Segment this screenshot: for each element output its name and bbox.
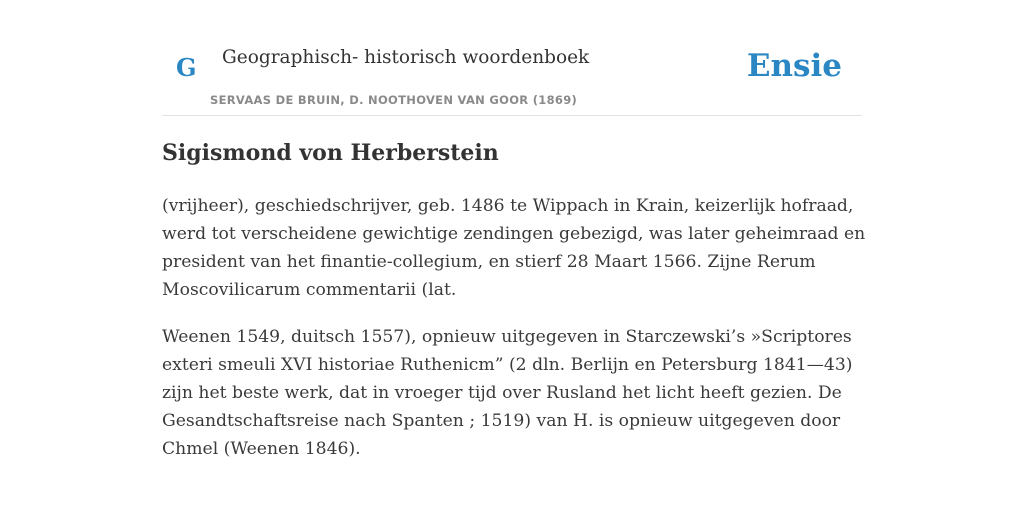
page-container [162, 0, 866, 512]
book-authors: SERVAAS DE BRUIN, D. NOOTHOVEN VAN GOOR (1869) [210, 93, 578, 107]
entry-body [162, 192, 866, 482]
book-title-link[interactable]: Geographisch- historisch woordenboek [222, 47, 590, 68]
book-initial-icon[interactable]: G [176, 53, 197, 82]
ensie-logo-link[interactable]: Ensie [746, 48, 842, 84]
entry-paragraph: Weenen 1549, duitsch 1557), opnieuw uitgegeven in Starczewski’s »Scriptores exteri smeuli XVI historiae Ruthenicm” (2 dln. Berlijn en Petersburg 1841—43) zijn het beste werk, dat in vroeger tijd over Rusland het licht heeft gezien. De Gesandtschaftsreise nach Spanten ; 1519) van H. is opnieuw uitgegeven door Chmel (Weenen 1846). [162, 327, 853, 459]
book-header [162, 0, 862, 116]
entry-paragraph: (vrijheer), geschiedschrijver, geb. 1486 te Wippach in Krain, keizerlijk hofraad, werd tot verscheidene gewichtige zendingen gebezigd, was later geheimraad en president van het finantie-collegium, en stierf 28 Maart 1566. Zijne Rerum Moscovilicarum commentarii (lat. [162, 196, 866, 300]
entry-title: Sigismond von Herberstein [162, 140, 499, 166]
